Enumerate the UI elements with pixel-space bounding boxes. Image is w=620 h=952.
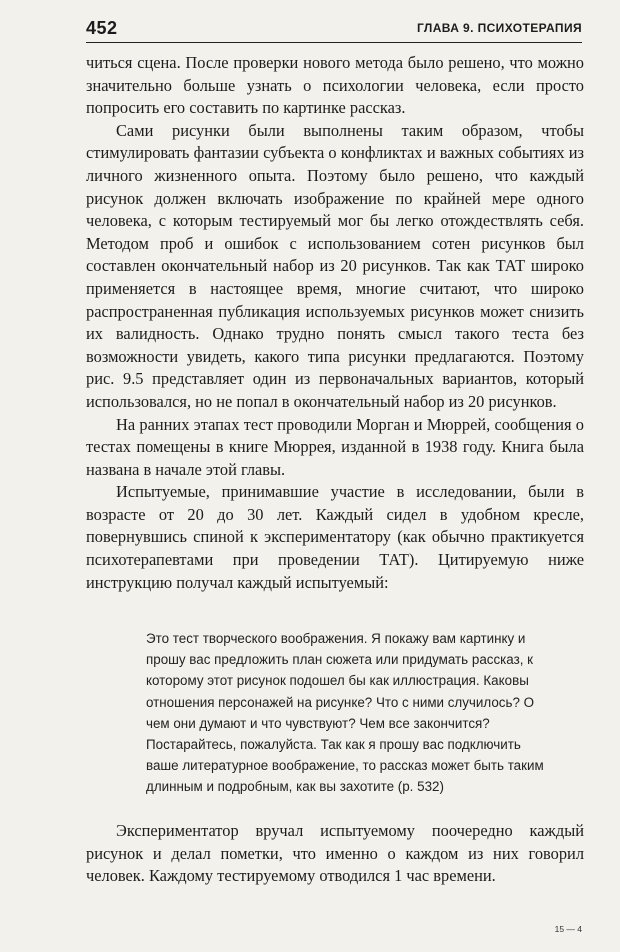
page-header: [86, 18, 582, 43]
closing-text: [86, 820, 584, 888]
paragraph-subjects: Испытуемые, принимавшие участие в исследовании, были в возрасте от 20 до 30 лет. Каждый сидел в удобном кресле, повернувшись спиной к экспериментатору (как обычно практикуется психотерапевтами при проведении ТАТ). Цитируемую ниже инструкцию получал каждый испытуемый:: [86, 482, 584, 592]
paragraph-pictures: Сами рисунки были выполнены таким образом, чтобы стимулировать фантазии субъекта о конфликтах и важных событиях из личного жизненного опыта. Поэтому было решено, что каждый рисунок должен включать изображение по крайней мере одного человека, с которым тестируемый мог бы легко отождествлять себя. Методом проб и ошибок с использованием сотен рисунков был составлен окончательный набор из 20 рисунков. Так как ТАТ широко применяется в настоящее время, многие считают, что широко распространенная публикация используемых рисунков может снизить их валидность. Однако трудно понять смысл такого теста без возможности увидеть, какого типа рисунки предлагаются. Поэтому рис. 9.5 представляет один из первоначальных вариантов, который использовался, но не попал в окончательный набор из 20 рисунков.: [86, 120, 584, 411]
running-head: ГЛАВА 9. ПСИХОТЕРАПИЯ: [416, 21, 582, 35]
paragraph-continuation: читься сцена. После проверки нового метода было решено, что можно значительно больше узнать о психологии человека, если просто попросить его составить по картинке рассказ.: [86, 53, 584, 118]
paragraph-experimenter: Экспериментатор вручал испытуемому поочередно каждый рисунок и делал пометки, что именно о каждом из них говорил человек. Каждому тестируемому отводился 1 час времени.: [86, 821, 584, 886]
signature-mark: 15 — 4: [554, 924, 582, 934]
instruction-quote: Это тест творческого воображения. Я покажу вам картинку и прошу вас предложить план сюжета или придумать рассказ, к которому этот рисунок подошел бы как иллюстрация. Каковы отношения персонажей на рисунке? Что с ними случилось? О чем они думают и что чувствуют? Чем все закончится? Постарайтесь, пожалуйста. Так как я прошу вас подключить ваше литературное воображение, то рассказ может быть таким длинным и подробным, как вы захотите (р. 532): [146, 631, 544, 795]
paragraph-early-stages: На ранних этапах тест проводили Морган и Мюррей, сообщения о тестах помещены в книге Мюррея, изданной в 1938 году. Книга была названа в начале этой главы.: [86, 414, 584, 479]
page-number: 452: [86, 18, 118, 38]
body-text: [86, 52, 584, 594]
